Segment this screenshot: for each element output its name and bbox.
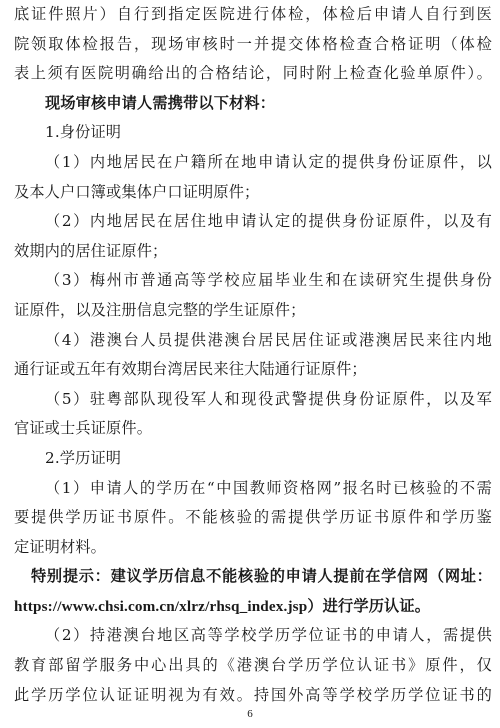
body-line: 及本人户口簿或集体户口证明原件；	[14, 182, 260, 201]
body-line: 此学历学位认证证明视为有效。持国外高等学校学历学位证书的	[14, 685, 492, 704]
body-line: 底证件照片）自行到指定医院进行体检，体检后申请人自行到医	[14, 5, 492, 23]
document-body	[14, 0, 492, 710]
body-line: （4）港澳台人员提供港澳台居民居住证或港澳居民来往内地	[45, 330, 492, 349]
body-line: （3）梅州市普通高等学校应届毕业生和在读研究生提供身份	[45, 271, 492, 290]
body-line: 定证明材料。	[14, 537, 107, 556]
special-notice: 特别提示：建议学历信息不能核验的申请人提前在学信网（网址：	[31, 567, 492, 586]
body-line: 要提供学历证书原件。不能核验的需提供学历证书原件和学历鉴	[14, 508, 492, 527]
body-line: 通行证或五年有效期台湾居民来往大陆通行证原件；	[14, 360, 367, 379]
body-line: 院领取体检报告，现场审核时一并提交体格检查合格证明（体检	[14, 34, 492, 53]
body-line: 官证或士兵证原件。	[14, 419, 153, 438]
body-line: 表上须有医院明确给出的合格结论，同时附上检查化验单原件）。	[14, 64, 492, 83]
page-number: 6	[247, 708, 253, 720]
body-line: （5）驻粤部队现役军人和现役武警提供身份证原件，以及军	[45, 389, 492, 408]
body-line: 教育部留学服务中心出具的《港澳台学历学位认证书》原件，仅	[14, 656, 492, 675]
body-line: （1）内地居民在户籍所在地申请认定的提供身份证原件，以	[45, 152, 492, 171]
body-line: 效期内的居住证原件；	[14, 241, 168, 260]
section-heading: 现场审核申请人需携带以下材料：	[45, 93, 276, 112]
body-line: （2）持港澳台地区高等学校学历学位证书的申请人，需提供	[45, 626, 492, 645]
body-line: （2）内地居民在居住地申请认定的提供身份证原件，以及有	[45, 212, 492, 231]
subsection-heading: 1.身份证明	[45, 123, 122, 142]
subsection-heading: 2.学历证明	[45, 448, 122, 467]
body-line: 证原件，以及注册信息完整的学生证原件；	[14, 300, 306, 319]
body-line: （1）申请人的学历在“中国教师资格网”报名时已核验的不需	[45, 478, 492, 497]
notice-url-line[interactable]: https://www.chsi.com.cn/xlrz/rhsq_index.jsp）进行学历认证。	[14, 597, 431, 615]
